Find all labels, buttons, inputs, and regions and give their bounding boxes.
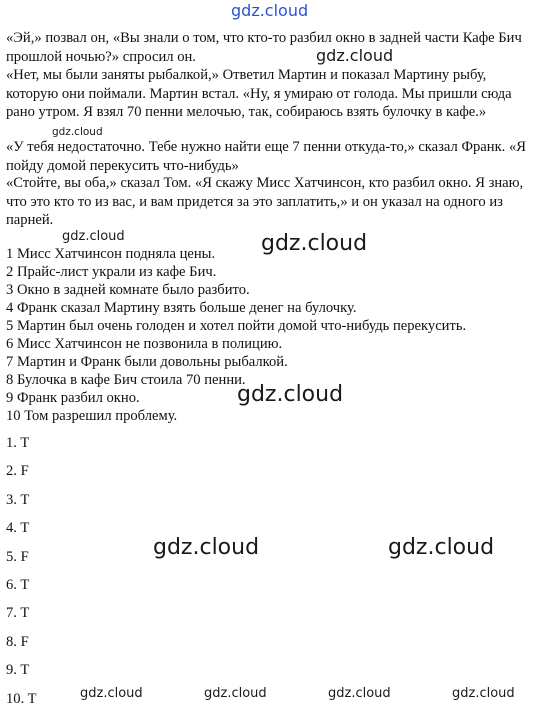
- watermark: gdz.cloud: [80, 686, 143, 701]
- paragraph-2: «Нет, мы были заняты рыбалкой,» Ответил Мартин и показал Мартину рыбу, которую они поймали. Мартин встал. «Ну, я умираю от голода. Мы пришли сюда рано утром. Я взял 70 пенни мелочью, так, собираюсь взять булочку в кафе.»: [6, 67, 512, 121]
- watermark: gdz.cloud: [452, 686, 515, 701]
- paragraph-3: «У тебя недостаточно. Тебе нужно найти еще 7 пенни откуда-то,» сказал Франк. «Я пойду домой перекусить что-нибудь»: [6, 139, 526, 174]
- answer-9: 9. T: [6, 662, 30, 678]
- header-watermark: gdz.cloud: [231, 1, 309, 20]
- answer-5: 5. F: [6, 549, 29, 565]
- statement-6: 6 Мисс Хатчинсон не позвонила в полицию.: [6, 336, 283, 352]
- statement-10: 10 Том разрешил проблему.: [6, 408, 178, 424]
- watermark: gdz.cloud: [388, 535, 495, 560]
- answer-7: 7. T: [6, 605, 30, 621]
- statement-3: 3 Окно в задней комнате было разбито.: [6, 282, 250, 298]
- answer-3: 3. T: [6, 492, 30, 508]
- watermark: gdz.cloud: [52, 126, 103, 138]
- statement-8: 8 Булочка в кафе Бич стоила 70 пенни.: [6, 372, 246, 388]
- watermark: gdz.cloud: [62, 229, 125, 244]
- paragraph-1: «Эй,» позвал он, «Вы знали о том, что кто-то разбил окно в задней части Кафе Бич прошлой ночью?» спросил он.: [6, 30, 522, 65]
- answer-8: 8. F: [6, 634, 29, 650]
- statement-5: 5 Мартин был очень голоден и хотел пойти домой что-нибудь перекусить.: [6, 318, 467, 334]
- answer-6: 6. T: [6, 577, 30, 593]
- watermark: gdz.cloud: [328, 686, 391, 701]
- statement-4: 4 Франк сказал Мартину взять больше денег на булочку.: [6, 300, 357, 316]
- watermark: gdz.cloud: [204, 686, 267, 701]
- watermark: gdz.cloud: [237, 382, 344, 407]
- answer-4: 4. T: [6, 520, 30, 536]
- answer-1: 1. T: [6, 435, 30, 451]
- watermark: gdz.cloud: [261, 231, 368, 256]
- watermark: gdz.cloud: [316, 46, 394, 65]
- statement-9: 9 Франк разбил окно.: [6, 390, 140, 406]
- answer-2: 2. F: [6, 463, 29, 479]
- paragraph-4: «Стойте, вы оба,» сказал Том. «Я скажу Мисс Хатчинсон, кто разбил окно. Я знаю, что это кто то из вас, и вам придется за это заплатить,» и он указал на одного из парней.: [6, 175, 524, 229]
- statement-2: 2 Прайс-лист украли из кафе Бич.: [6, 264, 217, 280]
- watermark: gdz.cloud: [153, 535, 260, 560]
- statement-1: 1 Мисс Хатчинсон подняла цены.: [6, 246, 216, 262]
- answer-10: 10. T: [6, 691, 37, 707]
- statement-7: 7 Мартин и Франк были довольны рыбалкой.: [6, 354, 288, 370]
